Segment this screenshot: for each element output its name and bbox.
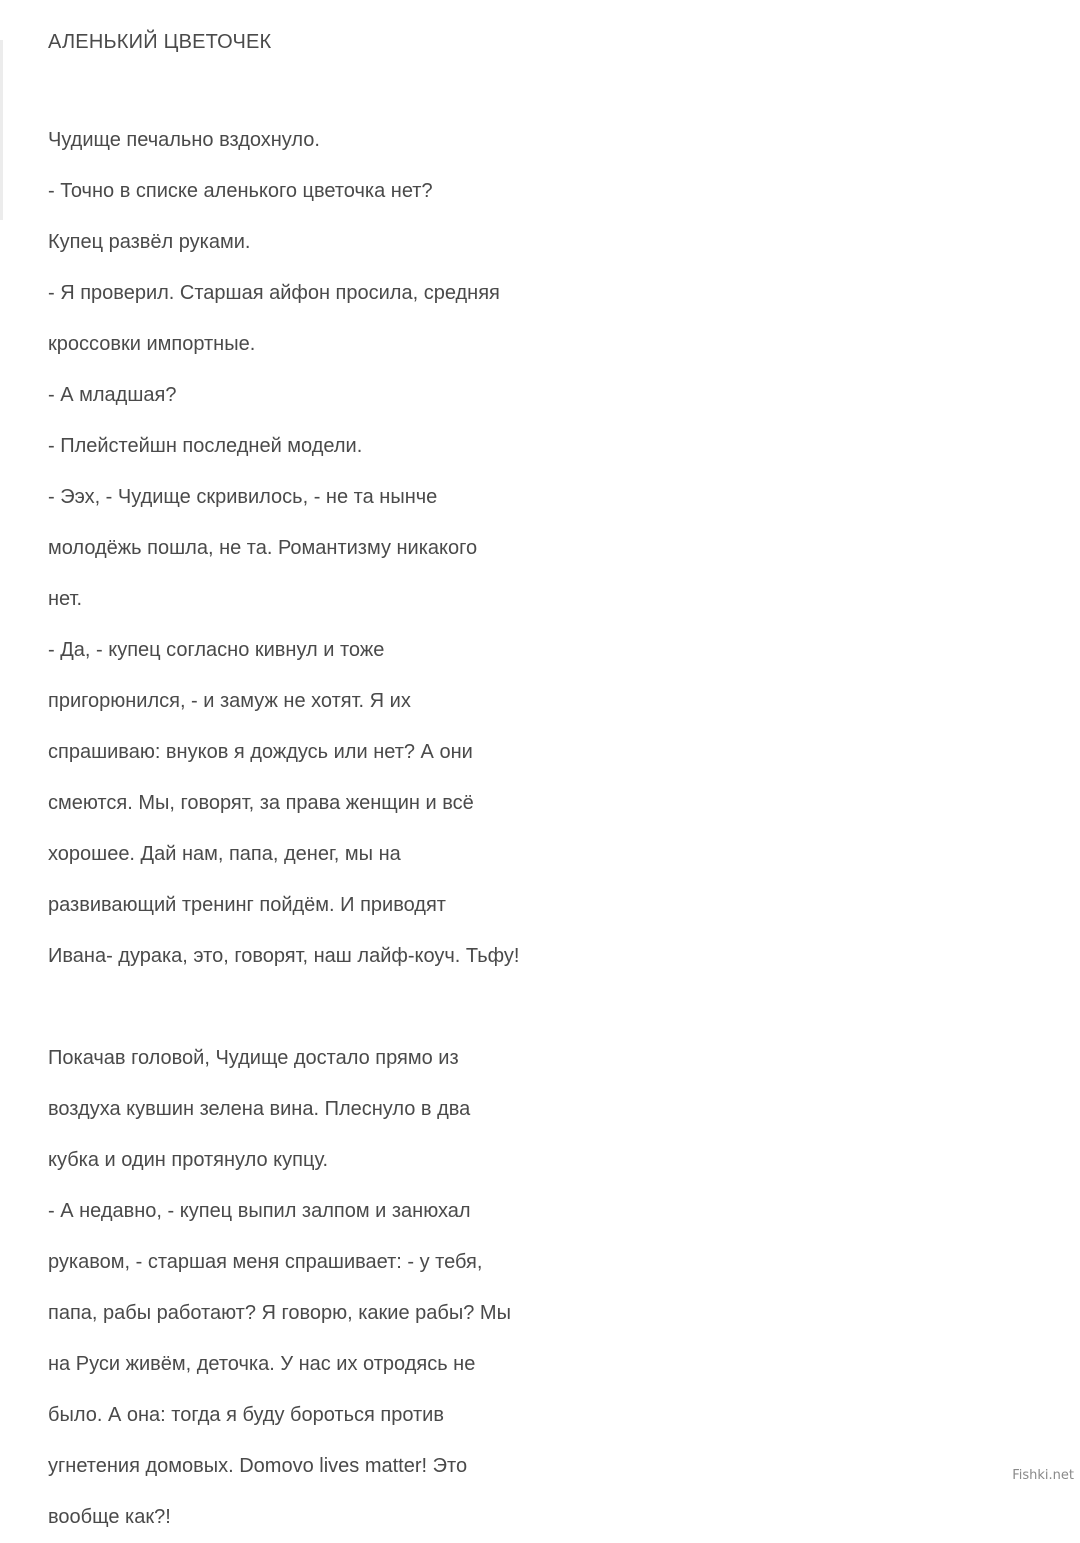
text-line: было. А она: тогда я буду бороться против — [48, 1404, 444, 1426]
story-body — [48, 115, 1068, 1543]
story-paragraph — [48, 1033, 1068, 1543]
text-line: угнетения домовых. Domovo lives matter! Это — [48, 1455, 468, 1477]
source-watermark: Fishki.net — [1012, 1468, 1074, 1483]
text-line: воздуха кувшин зелена вина. Плеснуло в два — [48, 1098, 471, 1120]
text-line: папа, рабы работают? Я говорю, какие рабы? Мы — [48, 1302, 511, 1324]
text-line: вообще как?! — [48, 1506, 171, 1528]
text-line: развивающий тренинг пойдём. И приводят — [48, 894, 446, 916]
text-line: Купец развёл руками. — [48, 231, 251, 253]
text-line: спрашиваю: внуков я дождусь или нет? А они — [48, 741, 473, 763]
text-line: молодёжь пошла, не та. Романтизму никакого — [48, 537, 478, 559]
title-spacer — [48, 70, 1068, 115]
text-line: смеются. Мы, говорят, за права женщин и всё — [48, 792, 474, 814]
text-line: - А недавно, - купец выпил залпом и занюхал — [48, 1200, 471, 1222]
text-line: рукавом, - старшая меня спрашивает: - у тебя, — [48, 1251, 483, 1273]
text-line: - Ээх, - Чудище скривилось, - не та нынче — [48, 486, 438, 508]
text-line: - Точно в списке аленького цветочка нет? — [48, 180, 433, 202]
text-line: - Я проверил. Старшая айфон просила, средняя — [48, 282, 500, 304]
text-line: Ивана- дурака, это, говорят, наш лайф-коуч. Тьфу! — [48, 945, 520, 967]
left-edge-shadow — [0, 40, 3, 220]
text-line: кубка и один протянуло купцу. — [48, 1149, 328, 1171]
text-line: Чудище печально вздохнуло. — [48, 129, 320, 151]
text-line: нет. — [48, 588, 83, 610]
text-line: на Руси живём, деточка. У нас их отродясь не — [48, 1353, 476, 1375]
story-document — [48, 14, 1068, 1543]
text-line: - Плейстейшн последней модели. — [48, 435, 363, 457]
text-line: - Да, - купец согласно кивнул и тоже — [48, 639, 385, 661]
text-line: Покачав головой, Чудище достало прямо из — [48, 1047, 459, 1069]
text-line: - А младшая? — [48, 384, 177, 406]
story-title: АЛЕНЬКИЙ ЦВЕТОЧЕК — [48, 31, 272, 53]
story-paragraph — [48, 115, 1068, 982]
paragraph-spacer — [48, 982, 1068, 1033]
text-line: кроссовки импортные. — [48, 333, 256, 355]
text-line: хорошее. Дай нам, папа, денег, мы на — [48, 843, 401, 865]
text-line: пригорюнился, - и замуж не хотят. Я их — [48, 690, 411, 712]
